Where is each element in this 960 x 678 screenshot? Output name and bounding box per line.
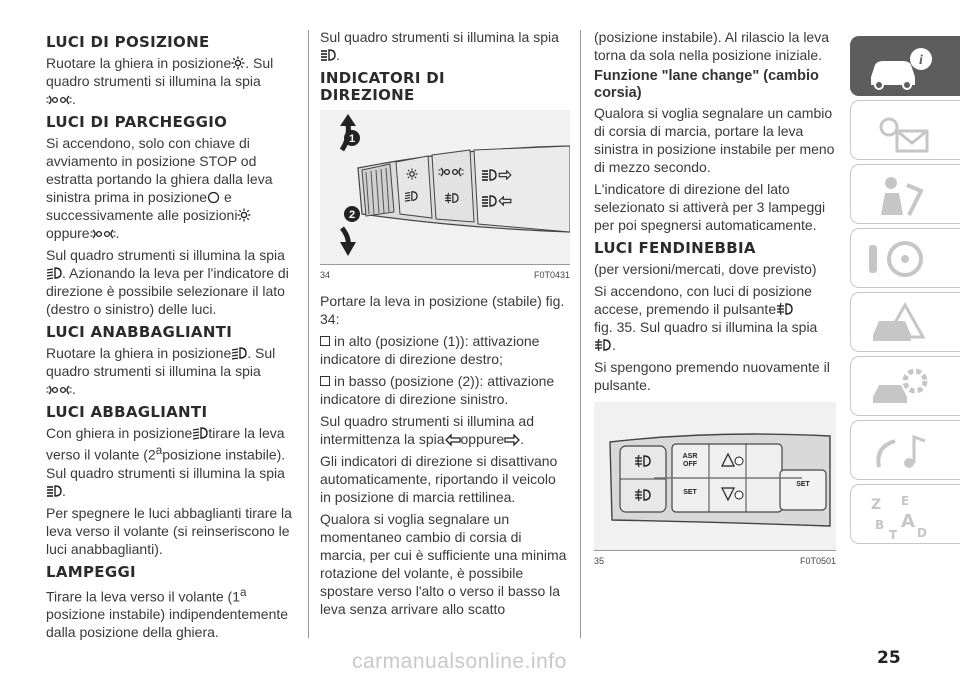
tab-starting-driving[interactable]: [850, 228, 960, 288]
list-item: in basso (posizione (2)): attivazione indicatore di direzione sinistro.: [320, 373, 555, 407]
column-divider: [308, 30, 309, 638]
parking-lights-icon: [46, 94, 72, 106]
paragraph-parcheggio-2: Sul quadro strumenti si illumina la spia . Azionando la leva per l'indicatore di direzione è possibile selezionare il lato (destro o sinistro) delle luci.: [46, 247, 289, 317]
page-number: 25: [877, 648, 901, 668]
callout-1-label: 1: [348, 133, 356, 145]
watermark: carmanualsonline.info: [352, 650, 567, 673]
paragraph-lampeggi: Tirare la leva verso il volante (1$^a$ posizione instabile) indipendentemente dalla posizione della ghiera.: [46, 585, 289, 641]
figure-35-caption: 35 F0T0501: [594, 556, 836, 566]
car-info-icon: [865, 45, 935, 91]
arrow-up-icon: [340, 114, 356, 126]
svg-text:D: D: [917, 526, 927, 540]
paragraph-spia-abbaglianti: Sul quadro strumenti si illumina la spia .: [320, 29, 559, 63]
paragraph-lane-change: Qualora si voglia segnalare un cambio di corsia di marcia, portare la leva sinistra in posizione instabile per meno di mezzo secondo.: [594, 105, 835, 175]
tab-multimedia[interactable]: [850, 420, 960, 480]
heading-luci-fendinebbia: LUCI FENDINEBBIA: [594, 239, 756, 257]
svg-text:B: B: [875, 518, 885, 532]
column-1: [46, 28, 296, 645]
warning-lights-icon: [869, 107, 939, 157]
low-beam-icon: [46, 266, 62, 280]
off-ring-icon: [207, 191, 220, 204]
low-beam-icon: [231, 346, 247, 360]
paragraph-anabbaglianti: Ruotare la ghiera in posizione . Sul quadro strumenti si illumina la spia .: [46, 345, 276, 397]
turn-left-indicator-icon: [445, 434, 461, 446]
heading-lampeggi: LAMPEGGI: [46, 562, 136, 581]
multimedia-icon: [869, 427, 939, 477]
position-lights-icon: [231, 56, 245, 70]
tab-safety[interactable]: [850, 164, 960, 224]
paragraph-fendinebbia-2: Si accendono, con luci di posizione accese, premendo il pulsante fig. 35. Sul quadro si illumina la spia .: [594, 283, 818, 353]
high-beam-icon: [320, 48, 336, 62]
paragraph-lane-change-2: L'indicatore di direzione del lato selezionato si attiverà per 3 lampeggi per poi spegnersi automaticamente.: [594, 181, 826, 233]
paragraph-fendinebbia-3: Si spengono premendo nuovamente il pulsante.: [594, 359, 830, 393]
set-label: SET: [683, 489, 697, 496]
asr-off-label: OFF: [683, 461, 697, 468]
set-button-label: SET: [796, 481, 810, 488]
heading-luci-posizione: LUCI DI POSIZIONE: [46, 33, 210, 51]
emergency-icon: [865, 299, 935, 349]
heading-lane-change: Funzione "lane change" (cambio corsia): [594, 68, 819, 101]
svg-text:E: E: [901, 494, 910, 508]
svg-text:i: i: [919, 53, 923, 68]
figure-34-caption: 34 F0T0431: [320, 270, 570, 280]
figure-34-light-stalk: [320, 110, 570, 265]
heading-luci-abbaglianti: LUCI ABBAGLIANTI: [46, 403, 208, 421]
paragraph-intermittenza: Sul quadro strumenti si illumina ad intermittenza la spia oppure .: [320, 413, 534, 447]
asr-label: ASR: [682, 453, 698, 460]
paragraph-posizione: Ruotare la ghiera in posizione . Sul quadro strumenti si illumina la spia .: [46, 55, 274, 107]
paragraph-abbaglianti: Con ghiera in posizione tirare la leva verso il volante (2$^a$posizione instabile). Sul quadro strumenti si illumina la spia .: [46, 425, 286, 499]
column-3: [594, 28, 836, 578]
set-button[interactable]: [780, 470, 826, 510]
column-2: [320, 28, 570, 622]
turn-right-indicator-icon: [504, 434, 520, 446]
svg-text:T: T: [889, 528, 898, 541]
column-divider: [580, 30, 581, 638]
svg-text:A: A: [901, 511, 915, 532]
paragraph-disattivano: Gli indicatori di direzione si disattivano automaticamente, riportando il veicolo in posizione di marcia rettilinea.: [320, 453, 558, 505]
paragraph-portare: Portare la leva in posizione (stabile) fig. 34:: [320, 293, 565, 327]
heading-luci-parcheggio: LUCI DI PARCHEGGIO: [46, 113, 228, 131]
arrow-down-icon: [340, 242, 356, 256]
index-icon: [865, 491, 935, 541]
safety-icon: [869, 171, 939, 221]
high-beam-icon: [46, 484, 62, 498]
tab-index[interactable]: [850, 484, 960, 544]
button-panel-illustration: [594, 402, 836, 550]
svg-text:Z: Z: [871, 497, 882, 513]
paragraph-continuazione: (posizione instabile). Al rilascio la leva torna da sola nella posizione iniziale.: [594, 29, 829, 63]
bullet-square-icon: [320, 376, 330, 386]
fog-light-icon: [776, 302, 794, 316]
fog-light-icon: [594, 338, 612, 352]
paragraph-qualora: Qualora si voglia segnalare un momentaneo cambio di corsia di marcia, per cui è sufficiente una minima rotazione del volante, è possibile spostare verso l'alto o verso il basso la leva senza arrivare allo scatto: [320, 511, 567, 617]
list-item: in alto (posizione (1)): attivazione indicatore di direzione destro;: [320, 333, 540, 367]
paragraph-abbaglianti-2: Per spegnere le luci abbaglianti tirare la leva verso il volante (si reinseriscono le luci anabbaglianti).: [46, 504, 292, 557]
parking-lights-icon: [46, 384, 72, 396]
callout-2-label: 2: [348, 209, 356, 221]
paragraph-parcheggio: Si accendono, solo con chiave di avviamento in posizione STOP od estratta portando la ghiera dalla leva sinistra prima in posizione e successivamente alle posizioni oppure .: [46, 135, 273, 241]
tab-emergency[interactable]: [850, 292, 960, 352]
figure-35-button-panel: [594, 402, 836, 551]
heading-indicatori-direzione: INDICATORI DI DIREZIONE: [320, 69, 445, 104]
position-lights-icon: [237, 208, 251, 222]
low-beam-icon: [192, 426, 208, 440]
tab-car-info[interactable]: [850, 36, 960, 96]
tab-warning-lights[interactable]: [850, 100, 960, 160]
parking-lights-icon: [90, 228, 116, 240]
heading-luci-anabbaglianti: LUCI ANABBAGLIANTI: [46, 323, 233, 341]
maintenance-icon: [865, 363, 935, 413]
paragraph-fendinebbia-1: (per versioni/mercati, dove previsto): [594, 261, 817, 277]
tab-maintenance[interactable]: [850, 356, 960, 416]
bullet-square-icon: [320, 336, 330, 346]
steering-key-icon: [865, 235, 935, 285]
light-stalk-illustration: [320, 110, 570, 264]
